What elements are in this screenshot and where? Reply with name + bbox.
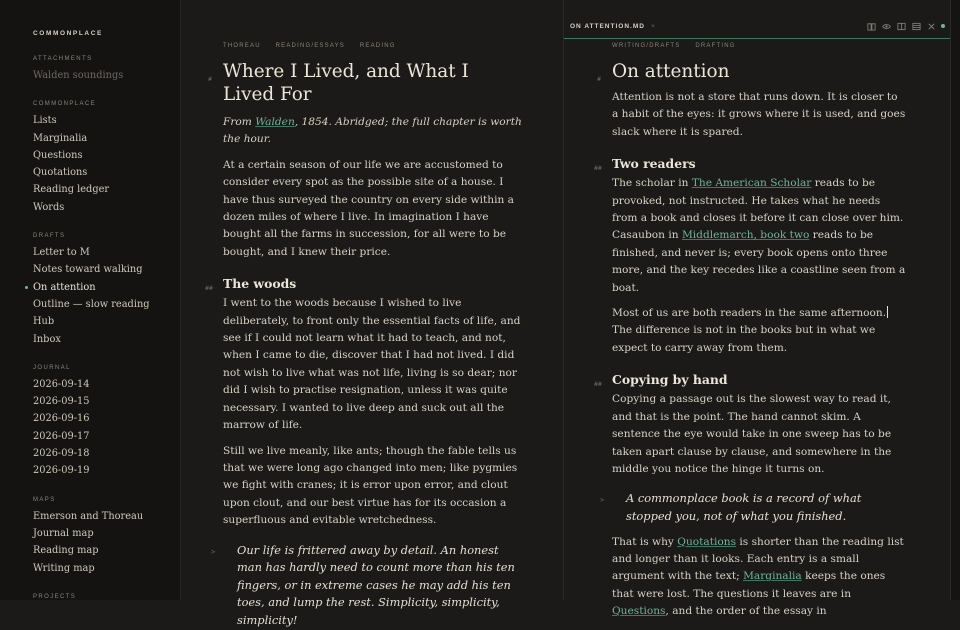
section-heading-text: Copying by hand (612, 372, 728, 388)
reading-pane[interactable] (182, 0, 562, 627)
sidebar-item-writing-map[interactable]: Writing map (33, 562, 95, 574)
walden-link[interactable]: Walden (255, 116, 295, 128)
paragraph (612, 534, 907, 621)
paragraph: Attention is not a store that runs down. It is closer to a habit of the eyes: it grows where it is used, and goes slack where it is spared. (612, 91, 906, 138)
sidebar-item-words[interactable]: Words (33, 201, 65, 213)
tab-close-icon[interactable]: × (650, 23, 656, 30)
section-heading (594, 371, 907, 389)
sidebar-item-journal-2026-09-15[interactable]: 2026-09-15 (33, 396, 90, 408)
paragraph (612, 175, 907, 297)
breadcrumb-item[interactable]: READING/ESSAYS (275, 43, 345, 49)
american-scholar-link[interactable]: The American Scholar (691, 177, 812, 190)
blockquote-text: Our life is frittered away by detail. An honest man has hardly need to count more than his ten fingers, or in extreme cases he may add his ten toes, and lump the rest. Simplicity, simplicity, simplicity! (237, 542, 515, 627)
tab-bar (564, 15, 951, 39)
paragraph: I went to the woods because I wished to live deliberately, to front only the essential facts of life, and see if I could not learn what it had to teach, and not, when I came to die, discover that I had not lived. I did not wish to live what was not life, living is so dear; nor did I wish to practise resignation, unless it was quite necessary. I wanted to live deep and suck out all the marrow of life. (223, 297, 521, 432)
paragraph: Copying a passage out is the slowest way to read it, and that is the point. The hand cannot skim. A sentence the eye would take in one sweep has to be taken apart clause by clause, and somewhere in the middle you notice the hinge it turns on. (612, 393, 892, 475)
sidebar-item-outline-slow-reading[interactable]: Outline — slow reading (33, 298, 150, 310)
lede-paragraph (223, 114, 523, 149)
blockquote (211, 542, 523, 630)
breadcrumb (612, 43, 736, 49)
paragraph-text: reads to be provoked, not instructed. He takes what he needs from a book and closes it before it can close over him. Casaubon in (612, 177, 904, 242)
breadcrumb-item[interactable]: DRAFTING (695, 43, 736, 49)
sidebar-section-projects[interactable]: PROJECTS (33, 593, 77, 600)
breadcrumb-item[interactable]: READING (359, 43, 396, 49)
blockquote (600, 490, 907, 525)
sidebar-item-walden-soundings[interactable]: Walden soundings (33, 70, 124, 81)
book-icon[interactable] (866, 21, 876, 31)
reading-document (205, 60, 523, 630)
sidebar-section-maps[interactable]: MAPS (33, 496, 56, 503)
heading-marker: # (208, 75, 212, 83)
section-heading-text: The woods (223, 276, 297, 292)
sidebar-item-reading-ledger[interactable]: Reading ledger (33, 184, 110, 196)
blockquote-text: A commonplace book is a record of what stopped you, not of what you finished. (626, 491, 862, 523)
heading-marker: ## (594, 380, 602, 389)
pane-actions (866, 21, 945, 31)
panel-icon[interactable] (911, 21, 921, 31)
sidebar-item-inbox[interactable]: Inbox (33, 333, 61, 345)
sidebar-item-notes-toward-walking[interactable]: Notes toward walking (33, 264, 143, 276)
editor-pane[interactable] (563, 0, 950, 618)
breadcrumb-item[interactable]: WRITING/DRAFTS (612, 43, 681, 49)
sidebar (0, 0, 181, 600)
sidebar-item-marginalia[interactable]: Marginalia (33, 132, 88, 144)
sync-status-dot-icon (941, 24, 945, 28)
heading-marker: ## (205, 284, 213, 293)
text-cursor (887, 306, 888, 318)
editor-document[interactable] (594, 60, 907, 621)
split-icon[interactable] (896, 21, 906, 31)
quote-marker: > (211, 547, 216, 556)
lede-text: , 1854. Abridged; the full chapter is worth the hour. (223, 116, 522, 146)
heading-marker: ## (594, 164, 602, 173)
sidebar-item-reading-map[interactable]: Reading map (33, 545, 99, 557)
right-panel-edge (950, 0, 960, 600)
sidebar-section-drafts[interactable]: DRAFTS (33, 233, 66, 240)
quotations-link[interactable]: Quotations (677, 535, 737, 548)
sidebar-section-commonplace[interactable]: COMMONPLACE (33, 101, 97, 108)
paragraph-text: , and the order of the essay in (665, 605, 827, 618)
paragraph-text: is shorter than the reading list and longer than it looks. Each entry is a small argument with the text; (612, 535, 904, 583)
questions-link[interactable]: Questions (612, 605, 666, 618)
page-title-text: On attention (612, 61, 730, 82)
sidebar-item-quotations[interactable]: Quotations (33, 167, 88, 179)
middlemarch-link[interactable]: Middlemarch, book two (681, 229, 810, 242)
close-icon[interactable] (926, 21, 936, 31)
sidebar-section-journal[interactable]: JOURNAL (33, 364, 71, 371)
paragraph (612, 305, 907, 357)
sidebar-item-journal-map[interactable]: Journal map (33, 527, 94, 539)
page-title (208, 60, 523, 106)
sidebar-item-journal-2026-09-14[interactable]: 2026-09-14 (33, 378, 90, 390)
page-title (597, 60, 907, 83)
section-heading (594, 155, 907, 173)
paragraph-text: The scholar in (612, 177, 692, 190)
sidebar-item-journal-2026-09-17[interactable]: 2026-09-17 (33, 430, 90, 442)
sidebar-section-attachments[interactable]: ATTACHMENTS (33, 56, 93, 62)
paragraph-text: keeps the ones that were lost. The questions it leaves are in (612, 570, 886, 600)
heading-marker: # (597, 75, 601, 83)
paragraph-text: The difference is not in the books but in what we expect to carry away from them. (612, 324, 876, 354)
paragraph: At a certain season of our life we are accustomed to consider every spot as the possible site of a house. I have thus surveyed the country on every side within a dozen miles of where I live. In imagination I have bought all the farms in succession, for all were to be bought, and I knew their price. (223, 158, 514, 258)
section-heading (205, 275, 523, 293)
paragraph-text: reads to be finished, and never is; every book opens onto three more, and the key recedes like a coastline seen from a boat. (612, 229, 906, 294)
paragraph-text: That is why (612, 535, 678, 548)
paragraph-text: Most of us are both readers in the same afternoon. (612, 307, 887, 320)
tab-on-attention[interactable] (570, 23, 656, 30)
sidebar-item-journal-2026-09-16[interactable]: 2026-09-16 (33, 413, 90, 425)
sidebar-item-lists[interactable]: Lists (33, 115, 57, 127)
breadcrumb (223, 43, 396, 49)
sidebar-item-letter-to-m[interactable]: Letter to M (33, 247, 90, 259)
active-file-dot-icon (25, 286, 28, 289)
tab-label: ON ATTENTION.MD (570, 23, 645, 30)
vault-title[interactable]: COMMONPLACE (33, 30, 103, 37)
lede-text: From (223, 116, 256, 128)
paragraph: Still we live meanly, like ants; though the fable tells us that we were long ago changed into men; like pygmies we fight with cranes; it is error upon error, and clout upon clout, and our best virtue has for its occasion a superfluous and evitable wretchedness. (223, 444, 518, 527)
sidebar-item-journal-2026-09-19[interactable]: 2026-09-19 (33, 465, 90, 477)
page-title-text: Where I Lived, and What I Lived For (223, 61, 469, 105)
eye-icon[interactable] (881, 21, 891, 31)
sidebar-item-label: On attention (33, 281, 96, 293)
marginalia-link[interactable]: Marginalia (743, 570, 802, 583)
sidebar-item-hub[interactable]: Hub (33, 316, 55, 328)
quote-marker: > (600, 496, 605, 505)
sidebar-item-emerson-and-thoreau[interactable]: Emerson and Thoreau (33, 510, 144, 522)
section-heading-text: Two readers (612, 156, 696, 172)
sidebar-item-journal-2026-09-18[interactable]: 2026-09-18 (33, 448, 90, 460)
sidebar-item-on-attention[interactable] (33, 279, 180, 296)
sidebar-item-questions[interactable]: Questions (33, 149, 83, 161)
breadcrumb-item[interactable]: THOREAU (223, 43, 261, 49)
